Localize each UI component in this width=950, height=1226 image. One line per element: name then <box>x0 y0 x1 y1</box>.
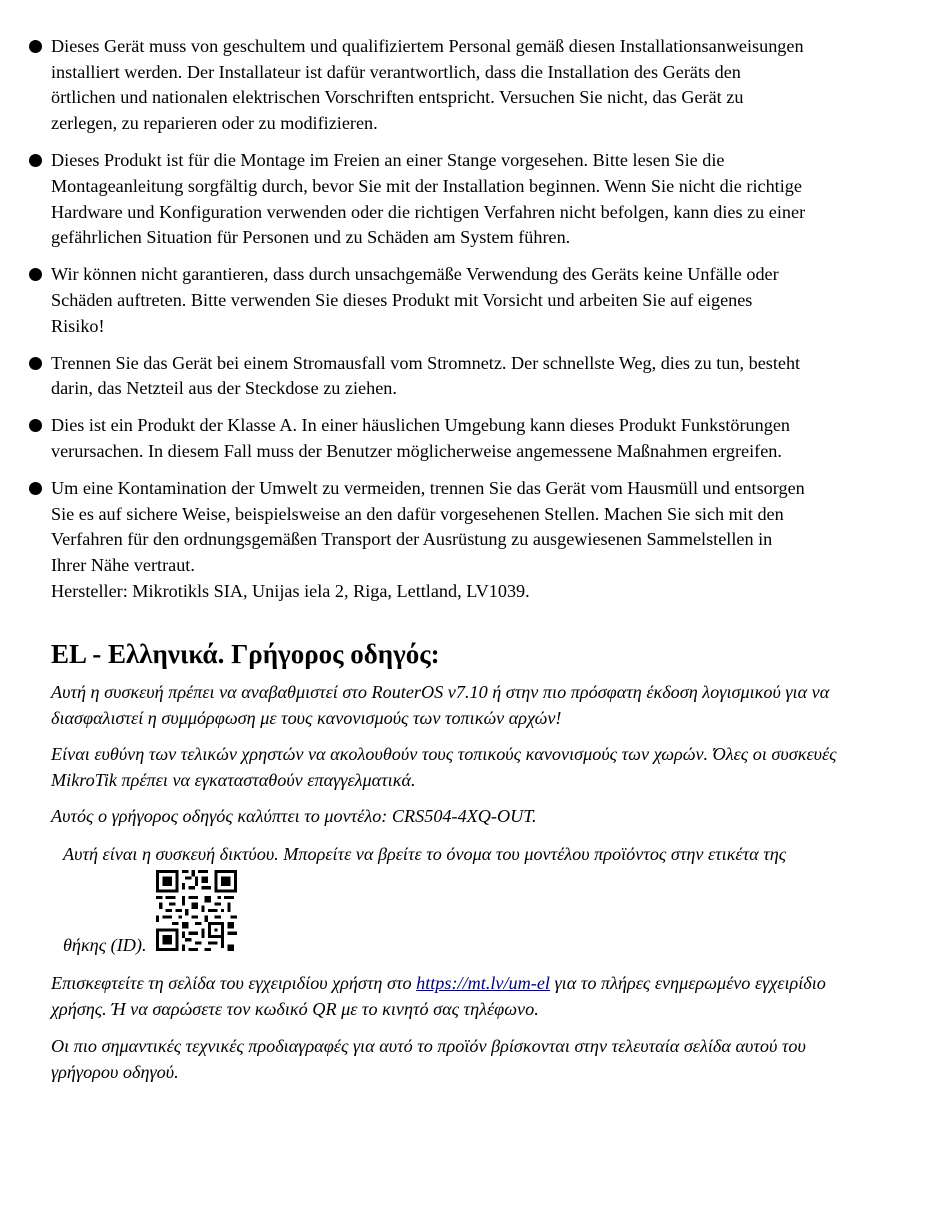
list-item <box>28 351 868 402</box>
bullet-text: Wir können nicht garantieren, dass durch unsachgemäße Verwendung des Geräts keine Unfälle oder Schäden auftreten. Bitte verwenden Sie dieses Produkt mit Vorsicht und arbeiten Sie auf eigenes Risiko! <box>51 264 779 336</box>
list-item <box>28 34 868 137</box>
bullet-icon <box>29 40 42 53</box>
manual-notice-text: Επισκεφτείτε τη σελίδα του εγχειριδίου χρήστη στο <box>51 973 417 993</box>
list-item <box>28 476 868 605</box>
model-notice: Αυτός ο γρήγορος οδηγός καλύπτει το μοντέλο: CRS504-4XQ-OUT. <box>51 806 537 826</box>
bullet-icon <box>29 482 42 495</box>
manufacturer-info: Hersteller: Mikrotikls SIA, Unijas iela 2, Riga, Lettland, LV1039. <box>51 580 530 601</box>
bullet-icon <box>29 357 42 370</box>
list-item <box>28 148 868 251</box>
device-label-notice: Αυτή είναι η συσκευή δικτύου. Μπορείτε να βρείτε το όνομα του μοντέλου προϊόντος στην ετικέτα της <box>63 844 787 864</box>
manual-notice <box>51 971 871 1022</box>
section-title: EL - Ελληνικά. Γρήγορος οδηγός: <box>51 639 440 669</box>
specs-notice: Οι πιο σημαντικές τεχνικές προδιαγραφές για αυτό το προϊόν βρίσκονται στην τελευταία σελίδα αυτού του γρήγορου οδηγού. <box>51 1036 806 1082</box>
safety-warnings-list <box>28 34 868 616</box>
bullet-text: Dies ist ein Produkt der Klasse A. In einer häuslichen Umgebung kann dieses Produkt Funkstörungen verursachen. In diesem Fall muss der Benutzer möglicherweise angemessene Maßnahmen ergreifen. <box>51 415 791 462</box>
manual-notice-text-end: για το πλήρες ενημερωμένο εγχειρίδιο χρήσης. Ή να σαρώσετε τον κωδικό QR με το κινητό σας τηλέφωνο. <box>51 973 826 1019</box>
device-label-notice-end: θήκης (ID). <box>63 935 147 955</box>
bullet-icon <box>29 154 42 167</box>
user-manual-link[interactable]: https://mt.lv/um-el <box>416 973 550 993</box>
bullet-text: Um eine Kontamination der Umwelt zu vermeiden, trennen Sie das Gerät vom Hausmüll und entsorgen Sie es auf sichere Weise, beispielsweise an den dafür vorgesehenen Stellen. Machen Sie sich mit den Verfahren für den ordnungsgemäßen Transport der Ausrüstung zu ausgewiesenen Sammelstellen in Ihrer Nähe vertraut. <box>51 478 805 576</box>
bullet-icon <box>29 419 42 432</box>
bullet-text: Trennen Sie das Gerät bei einem Stromausfall vom Stromnetz. Der schnellste Weg, dies zu tun, besteht darin, das Netzteil aus der Steckdose zu ziehen. <box>51 352 801 399</box>
qr-code-icon <box>156 870 237 951</box>
regulation-notice: Είναι ευθύνη των τελικών χρηστών να ακολουθούν τους τοπικούς κανονισμούς των χωρών. Όλες οι συσκευές MikroTik πρέπει να εγκατασταθούν επαγγελματικά. <box>51 744 837 790</box>
bullet-text: Dieses Gerät muss von geschultem und qualifiziertem Personal gemäß diesen Installationsanweisungen installiert werden. Der Installateur ist dafür verantwortlich, dass die Installation des Geräts den örtlichen und nationalen elektrischen Vorschriften entspricht. Versuchen Sie nicht, das Gerät zu zerlegen, zu reparieren oder zu modifizieren. <box>51 36 804 134</box>
bullet-text: Dieses Produkt ist für die Montage im Freien an einer Stange vorgesehen. Bitte lesen Sie die Montageanleitung sorgfältig durch, bevor Sie mit der Installation beginnen. Wenn Sie nicht die richtige Hardware und Konfiguration verwenden oder die richtigen Verfahren nicht befolgen, kann dies zu einer gefährlichen Situation für Personen und zu Schäden am System führen. <box>51 150 806 248</box>
list-item <box>28 413 868 464</box>
bullet-icon <box>29 268 42 281</box>
upgrade-notice: Αυτή η συσκευή πρέπει να αναβαθμιστεί στο RouterOS v7.10 ή στην πιο πρόσφατη έκδοση λογισμικού για να διασφαλιστεί η συμμόρφωση με τους κανονισμούς των τοπικών αρχών! <box>51 682 830 728</box>
list-item <box>28 262 868 339</box>
